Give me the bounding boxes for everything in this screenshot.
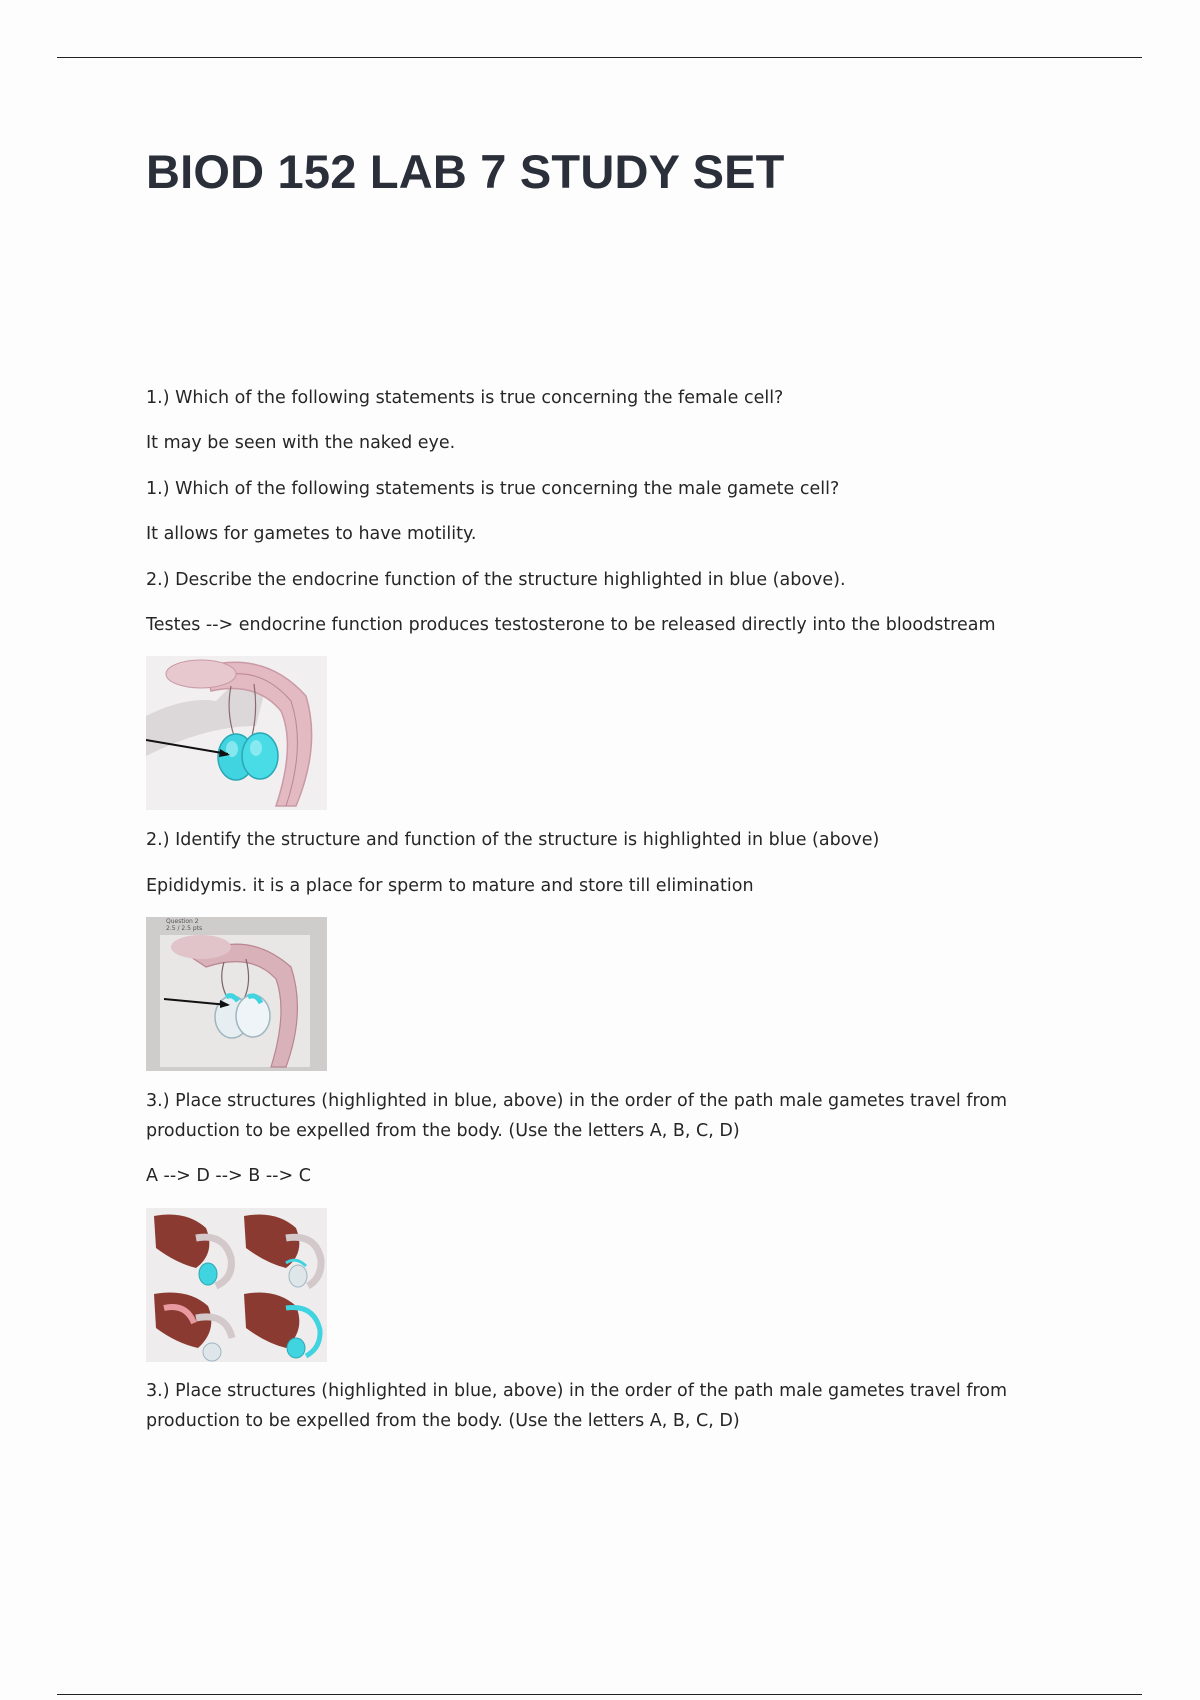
- question-3a: 3.) Place structures (highlighted in blue, above) in the order of the path male gametes travel from production to be expelled from the body. (Use the letters A, B, C, D): [146, 1091, 1008, 1141]
- figure-testes-highlighted: [146, 656, 327, 810]
- figure2-caption: Question 2 2.5 / 2.5 pts: [166, 918, 203, 932]
- question-3b: 3.) Place structures (highlighted in blue, above) in the order of the path male gametes travel from production to be expelled from the body. (Use the letters A, B, C, D): [146, 1381, 1008, 1431]
- answer-2b: Epididymis. it is a place for sperm to mature and store till elimination: [146, 876, 754, 896]
- answer-1b: It allows for gametes to have motility.: [146, 524, 477, 544]
- figure-epididymis-highlighted: [146, 917, 327, 1071]
- answer-2a: Testes --> endocrine function produces testosterone to be released directly into the bloodstream: [146, 615, 996, 635]
- page-title: BIOD 152 LAB 7 STUDY SET: [146, 145, 785, 198]
- figure-gamete-pathway: [146, 1208, 327, 1362]
- question-2b: 2.) Identify the structure and function of the structure is highlighted in blue (above): [146, 830, 880, 850]
- question-1a: 1.) Which of the following statements is true concerning the female cell?: [146, 388, 784, 408]
- question-1b: 1.) Which of the following statements is true concerning the male gamete cell?: [146, 479, 840, 499]
- answer-3a: A --> D --> B --> C: [146, 1166, 311, 1186]
- question-2a: 2.) Describe the endocrine function of the structure highlighted in blue (above).: [146, 570, 846, 590]
- bottom-rule: [57, 1694, 1142, 1695]
- top-rule: [57, 57, 1142, 58]
- answer-1a: It may be seen with the naked eye.: [146, 433, 456, 453]
